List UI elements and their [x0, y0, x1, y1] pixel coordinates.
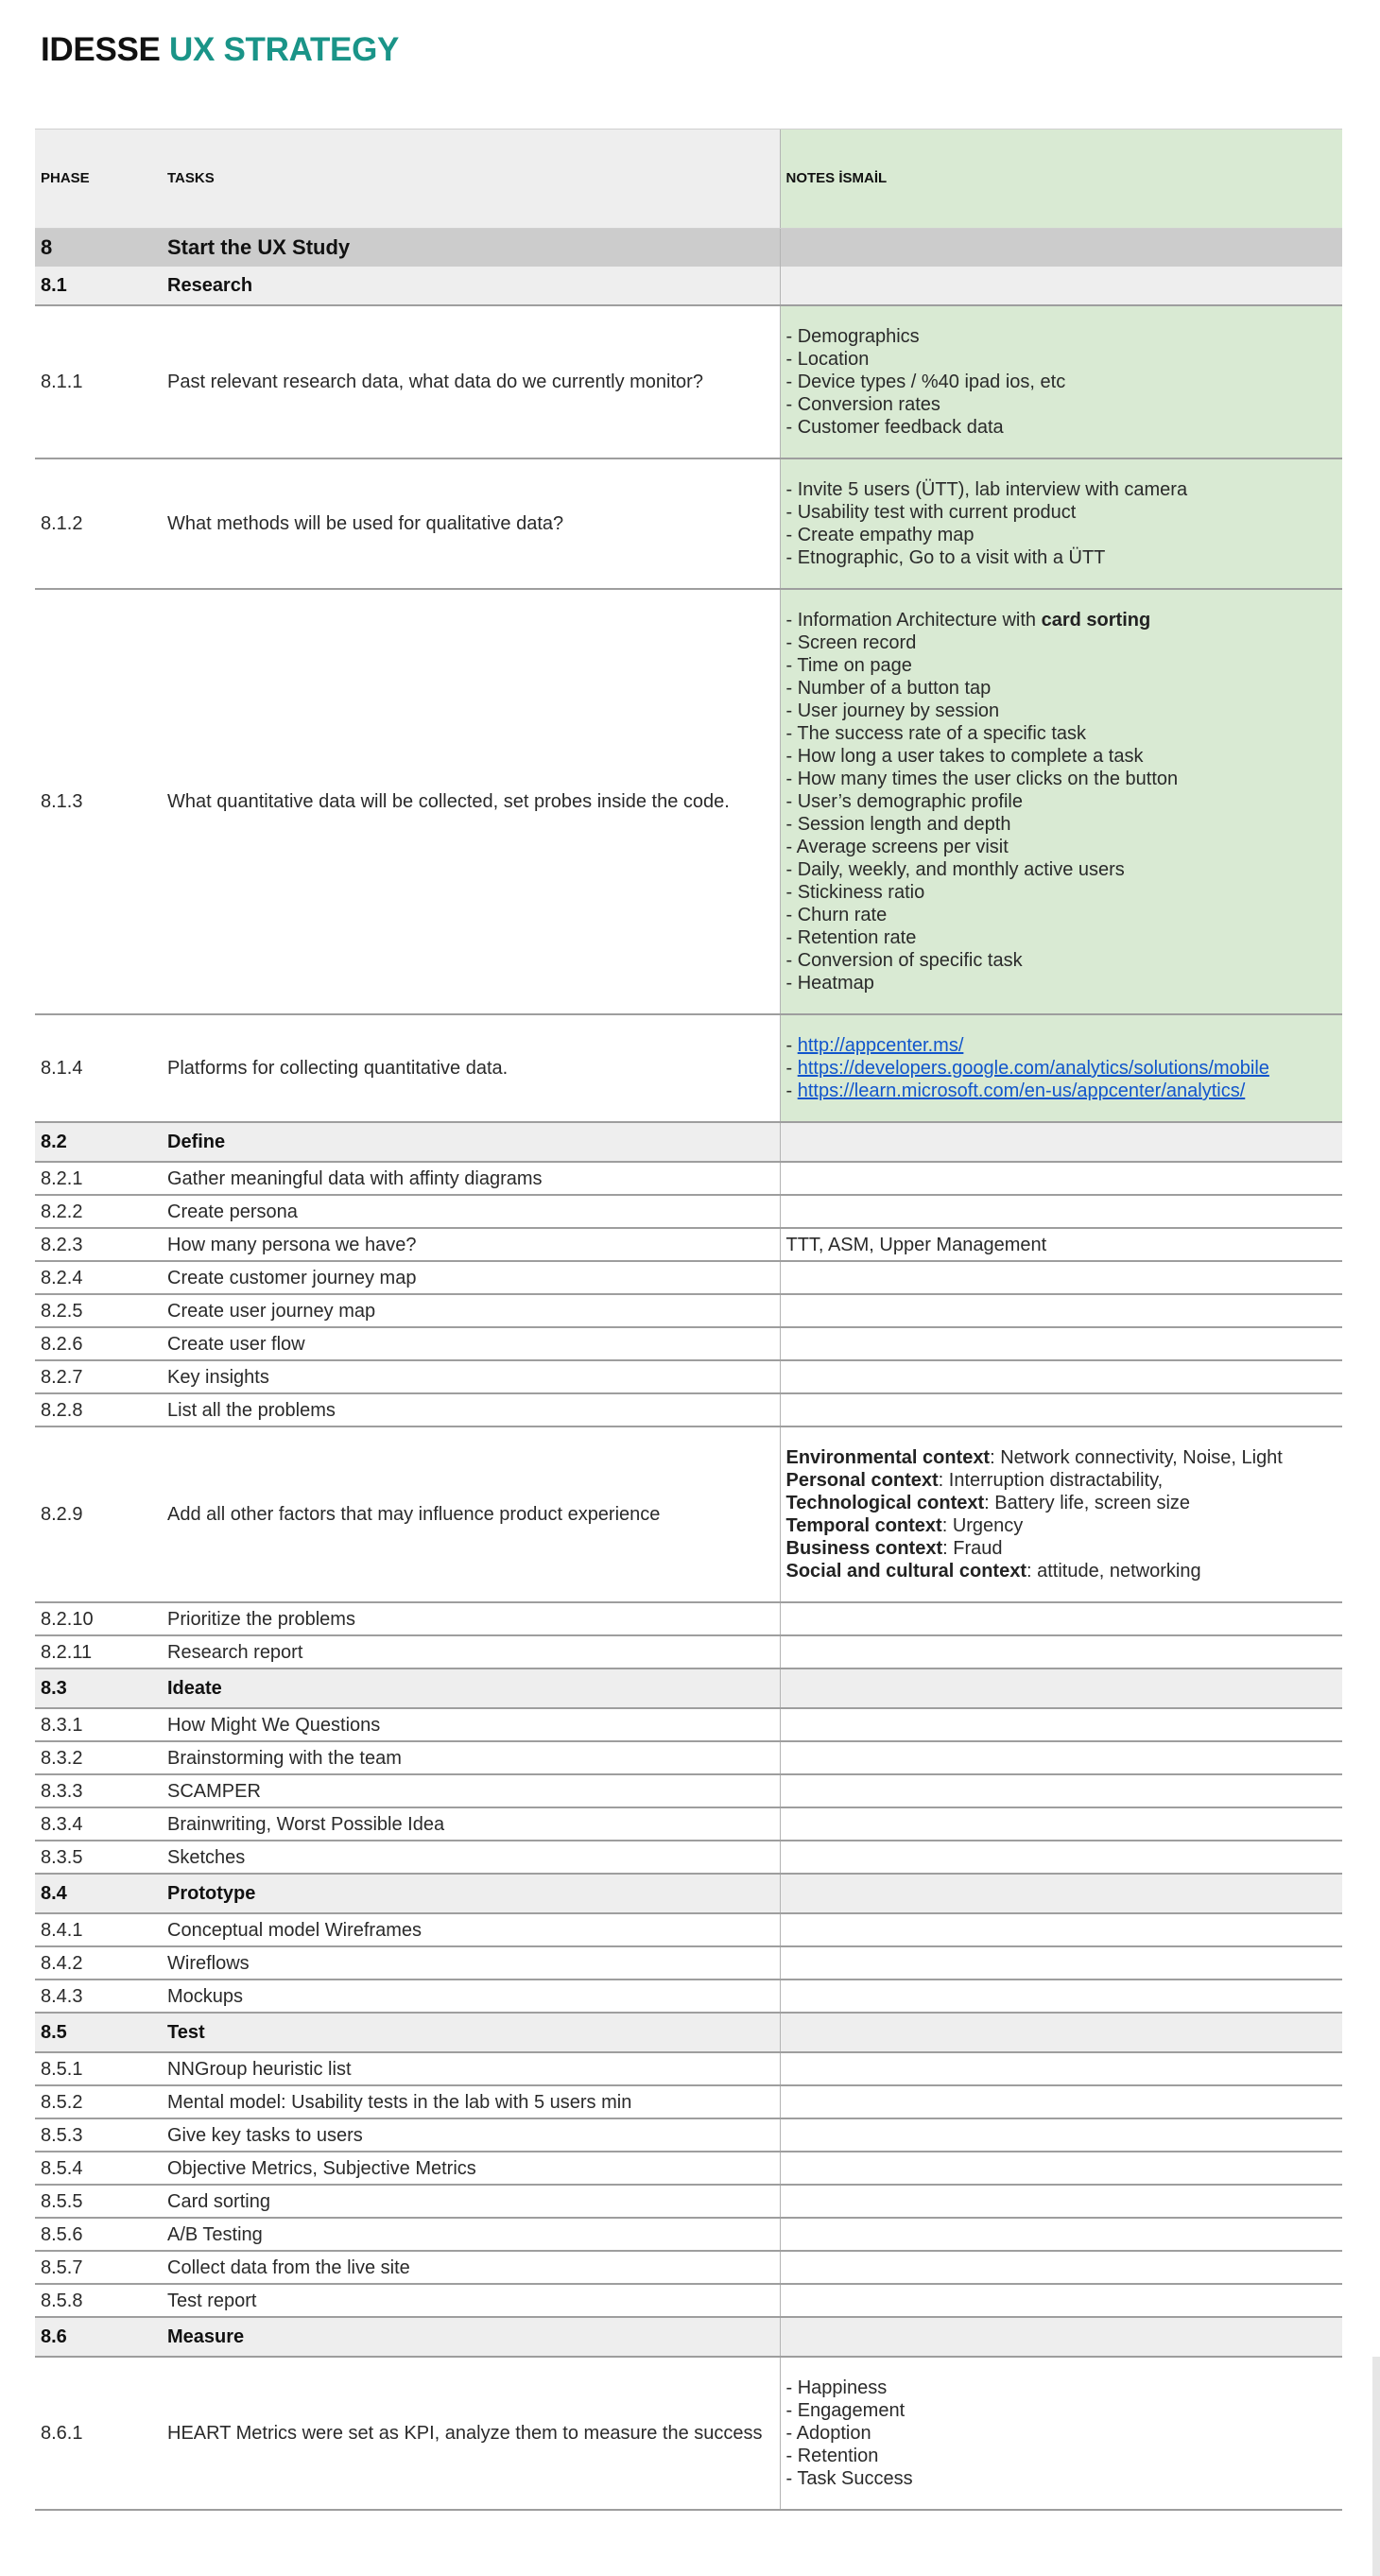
task-note[interactable] [780, 1195, 1342, 1228]
column-header-phase[interactable]: PHASE [35, 130, 162, 229]
note-bold: card sorting [1041, 610, 1151, 631]
task-text[interactable]: NNGroup heuristic list [162, 2052, 780, 2085]
task-note[interactable] [780, 2218, 1342, 2251]
section-note[interactable] [780, 267, 1342, 305]
header-row [35, 130, 1342, 229]
task-note[interactable] [780, 458, 1342, 589]
task-text[interactable]: HEART Metrics were set as KPI, analyze them to measure the success [162, 2357, 780, 2510]
link-appcenter[interactable]: http://appcenter.ms/ [797, 1035, 964, 1056]
task-row [35, 1774, 1342, 1807]
task-row [35, 458, 1342, 589]
section-id[interactable]: 8.4 [35, 1874, 162, 1913]
link-microsoft-analytics[interactable]: https://learn.microsoft.com/en-us/appcenter/analytics/ [797, 1081, 1246, 1101]
dash: - [785, 1035, 798, 1056]
task-id[interactable]: 8.3.2 [35, 1741, 162, 1774]
task-text[interactable]: Mental model: Usability tests in the lab with 5 users min [162, 2085, 780, 2118]
task-row [35, 1980, 1342, 2013]
task-row [35, 2251, 1342, 2284]
task-text[interactable]: Sketches [162, 1841, 780, 1874]
task-id[interactable]: 8.3.4 [35, 1807, 162, 1841]
task-note[interactable] [780, 1807, 1342, 1841]
task-id[interactable]: 8.5.4 [35, 2152, 162, 2185]
task-text[interactable]: Collect data from the live site [162, 2251, 780, 2284]
task-note[interactable] [780, 2185, 1342, 2218]
task-note[interactable] [780, 1261, 1342, 1294]
strategy-sheet [35, 129, 1342, 2511]
context-text: : Urgency [941, 1515, 1024, 1536]
task-id[interactable]: 8.4.2 [35, 1946, 162, 1980]
task-row [35, 2118, 1342, 2152]
task-row [35, 1635, 1342, 1668]
task-text[interactable]: Create customer journey map [162, 1261, 780, 1294]
title-brand: IDESSE [41, 31, 161, 68]
context-text: : Interruption distractability, [938, 1470, 1164, 1491]
scrollbar-edge[interactable] [1372, 2357, 1380, 2576]
note-line: - Happiness [785, 2377, 888, 2398]
task-text[interactable]: How Might We Questions [162, 1708, 780, 1741]
task-row [35, 1261, 1342, 1294]
task-id[interactable]: 8.2.4 [35, 1261, 162, 1294]
section-name[interactable]: Measure [162, 2317, 780, 2357]
task-id[interactable]: 8.3.3 [35, 1774, 162, 1807]
task-note[interactable] [780, 2284, 1342, 2317]
task-note[interactable] [780, 2152, 1342, 2185]
context-label: Personal context [785, 1470, 939, 1491]
task-row [35, 589, 1342, 1014]
task-text[interactable]: Wireflows [162, 1946, 780, 1980]
note-line [786, 1057, 1343, 1080]
task-note[interactable] [780, 1162, 1342, 1195]
task-note[interactable] [780, 1774, 1342, 1807]
task-id[interactable]: 8.2.1 [35, 1162, 162, 1195]
task-id[interactable]: 8.2.11 [35, 1635, 162, 1668]
note-prefix: - Information Architecture with [785, 610, 1042, 631]
title-strategy: UX STRATEGY [169, 31, 400, 68]
context-line [786, 1469, 1343, 1492]
task-note[interactable] [780, 1913, 1342, 1946]
section-row [35, 267, 1342, 305]
context-line [786, 1446, 1343, 1469]
task-text[interactable]: Create persona [162, 1195, 780, 1228]
dash: - [785, 1081, 798, 1101]
task-note[interactable] [780, 305, 1342, 458]
task-id[interactable]: 8.5.6 [35, 2218, 162, 2251]
section-id[interactable]: 8.1 [35, 267, 162, 305]
task-row [35, 1741, 1342, 1774]
task-text[interactable]: What quantitative data will be collected, set probes inside the code. [162, 589, 780, 1014]
task-row [35, 2185, 1342, 2218]
context-line [786, 1560, 1343, 1582]
note-line: - Time on page [785, 655, 912, 676]
section-name[interactable]: Research [162, 267, 780, 305]
task-id[interactable]: 8.2.6 [35, 1327, 162, 1360]
note-line: - Average screens per visit [785, 837, 1009, 857]
section-id[interactable]: 8.6 [35, 2317, 162, 2357]
note-line: - Churn rate [785, 905, 888, 925]
section-note[interactable] [780, 1874, 1342, 1913]
task-text[interactable]: List all the problems [162, 1393, 780, 1426]
task-note[interactable] [780, 1602, 1342, 1635]
task-row [35, 1327, 1342, 1360]
section-note[interactable] [780, 1122, 1342, 1162]
task-row [35, 1195, 1342, 1228]
task-text[interactable]: Card sorting [162, 2185, 780, 2218]
task-text[interactable]: How many persona we have? [162, 1228, 780, 1261]
task-id[interactable]: 8.1.1 [35, 305, 162, 458]
note-line: - Customer feedback data [785, 417, 1004, 438]
note-line: - Screen record [785, 632, 917, 653]
note-line: - Heatmap [785, 973, 874, 994]
task-note[interactable] [780, 1635, 1342, 1668]
task-row [35, 1426, 1342, 1602]
task-text[interactable]: Give key tasks to users [162, 2118, 780, 2152]
task-id[interactable]: 8.5.2 [35, 2085, 162, 2118]
task-text[interactable]: Brainwriting, Worst Possible Idea [162, 1807, 780, 1841]
task-note[interactable] [780, 1294, 1342, 1327]
context-text: : Battery life, screen size [984, 1493, 1191, 1513]
task-id[interactable]: 8.2.8 [35, 1393, 162, 1426]
section-row [35, 1874, 1342, 1913]
task-note[interactable] [780, 1014, 1342, 1122]
task-text[interactable]: Platforms for collecting quantitative data. [162, 1014, 780, 1122]
task-note[interactable] [780, 589, 1342, 1014]
task-row [35, 1393, 1342, 1426]
task-id[interactable]: 8.2.9 [35, 1426, 162, 1602]
task-row [35, 1946, 1342, 1980]
task-note[interactable] [780, 2357, 1342, 2510]
section-id[interactable]: 8.2 [35, 1122, 162, 1162]
task-text[interactable]: SCAMPER [162, 1774, 780, 1807]
task-row [35, 1913, 1342, 1946]
context-text: : Network connectivity, Noise, Light [990, 1447, 1283, 1468]
task-text[interactable]: Gather meaningful data with affinty diagrams [162, 1162, 780, 1195]
page-title [41, 30, 399, 70]
note-line: - Retention [785, 2446, 879, 2466]
note-line: - Etnographic, Go to a visit with a ÜTT [785, 547, 1106, 568]
task-row [35, 2218, 1342, 2251]
task-note[interactable] [780, 1841, 1342, 1874]
task-id[interactable]: 8.5.5 [35, 2185, 162, 2218]
section-row [35, 1668, 1342, 1708]
task-text[interactable]: Past relevant research data, what data do we currently monitor? [162, 305, 780, 458]
task-text[interactable]: Add all other factors that may influence product experience [162, 1426, 780, 1602]
task-row [35, 2284, 1342, 2317]
section-name[interactable]: Define [162, 1122, 780, 1162]
task-note[interactable] [780, 1980, 1342, 2013]
task-note[interactable] [780, 1946, 1342, 1980]
task-text[interactable]: Objective Metrics, Subjective Metrics [162, 2152, 780, 2185]
note-line: - Location [785, 349, 870, 370]
context-line [786, 1492, 1343, 1514]
task-row [35, 1228, 1342, 1261]
task-row [35, 1708, 1342, 1741]
note-line [786, 609, 1343, 631]
note-line [786, 1080, 1343, 1102]
task-text[interactable]: Research report [162, 1635, 780, 1668]
task-note[interactable]: TTT, ASM, Upper Management [780, 1228, 1342, 1261]
phase-row [35, 229, 1342, 268]
task-note[interactable] [780, 2118, 1342, 2152]
task-text[interactable]: Brainstorming with the team [162, 1741, 780, 1774]
task-text[interactable]: Conceptual model Wireframes [162, 1913, 780, 1946]
context-label: Social and cultural context [785, 1561, 1027, 1582]
note-line: - Create empathy map [785, 525, 975, 545]
note-line [786, 1034, 1343, 1057]
task-row [35, 1841, 1342, 1874]
section-id[interactable]: 8.3 [35, 1668, 162, 1708]
note-line: - Conversion of specific task [785, 950, 1023, 971]
section-name[interactable]: Test [162, 2013, 780, 2052]
note-line: - Conversion rates [785, 394, 940, 415]
note-line: - Device types / %40 ipad ios, etc [785, 372, 1066, 392]
phase-note[interactable] [780, 229, 1342, 268]
task-note[interactable] [780, 1393, 1342, 1426]
task-text[interactable]: Key insights [162, 1360, 780, 1393]
task-text[interactable]: A/B Testing [162, 2218, 780, 2251]
task-row [35, 1294, 1342, 1327]
task-id[interactable]: 8.3.5 [35, 1841, 162, 1874]
task-row [35, 1162, 1342, 1195]
task-id[interactable]: 8.1.4 [35, 1014, 162, 1122]
task-text[interactable]: Prioritize the problems [162, 1602, 780, 1635]
section-name[interactable]: Ideate [162, 1668, 780, 1708]
task-row [35, 2357, 1342, 2510]
task-row [35, 2052, 1342, 2085]
note-line: - Retention rate [785, 927, 917, 948]
link-google-analytics[interactable]: https://developers.google.com/analytics/solutions/mobile [797, 1058, 1269, 1079]
note-line: - Engagement [785, 2400, 906, 2421]
task-id[interactable]: 8.2.10 [35, 1602, 162, 1635]
phase-name[interactable]: Start the UX Study [162, 229, 780, 268]
context-text: : attitude, networking [1026, 1561, 1201, 1582]
task-note[interactable] [780, 1708, 1342, 1741]
note-line: - The success rate of a specific task [785, 723, 1087, 744]
section-row [35, 1122, 1342, 1162]
context-line [786, 1514, 1343, 1537]
task-id[interactable]: 8.3.1 [35, 1708, 162, 1741]
task-note[interactable] [780, 2052, 1342, 2085]
phase-id[interactable]: 8 [35, 229, 162, 268]
note-line: - Usability test with current product [785, 502, 1077, 523]
section-name[interactable]: Prototype [162, 1874, 780, 1913]
note-line: - Session length and depth [785, 814, 1011, 835]
task-id[interactable]: 8.5.3 [35, 2118, 162, 2152]
task-id[interactable]: 8.4.3 [35, 1980, 162, 2013]
dash: - [785, 1058, 798, 1079]
note-line: - User journey by session [785, 700, 1000, 721]
task-row [35, 1360, 1342, 1393]
task-note[interactable] [780, 2251, 1342, 2284]
task-note[interactable] [780, 1426, 1342, 1602]
note-line: - Daily, weekly, and monthly active users [785, 859, 1125, 880]
context-text: : Fraud [942, 1538, 1003, 1559]
task-id[interactable]: 8.2.2 [35, 1195, 162, 1228]
column-header-notes[interactable]: NOTES İSMAİL [780, 130, 1342, 229]
section-row [35, 2013, 1342, 2052]
task-text[interactable]: Test report [162, 2284, 780, 2317]
context-label: Business context [785, 1538, 943, 1559]
task-text[interactable]: Mockups [162, 1980, 780, 2013]
task-note[interactable] [780, 1327, 1342, 1360]
task-text[interactable]: Create user flow [162, 1327, 780, 1360]
task-text[interactable]: Create user journey map [162, 1294, 780, 1327]
note-line: - Adoption [785, 2423, 871, 2444]
task-id[interactable]: 8.6.1 [35, 2357, 162, 2510]
section-note[interactable] [780, 2013, 1342, 2052]
note-line: - How many times the user clicks on the button [785, 769, 1179, 789]
note-line: - How long a user takes to complete a task [785, 746, 1144, 767]
task-id[interactable]: 8.5.1 [35, 2052, 162, 2085]
note-line: - Number of a button tap [785, 678, 992, 699]
context-label: Technological context [785, 1493, 985, 1513]
section-note[interactable] [780, 2317, 1342, 2357]
note-line: - Stickiness ratio [785, 882, 925, 903]
task-id[interactable]: 8.1.2 [35, 458, 162, 589]
note-line: - Task Success [785, 2468, 913, 2489]
note-line: - Demographics [785, 326, 920, 347]
task-row [35, 1602, 1342, 1635]
note-line: - Invite 5 users (ÜTT), lab interview with camera [785, 479, 1188, 500]
task-row [35, 1014, 1342, 1122]
task-text[interactable]: What methods will be used for qualitative data? [162, 458, 780, 589]
context-label: Environmental context [785, 1447, 991, 1468]
task-id[interactable]: 8.1.3 [35, 589, 162, 1014]
task-id[interactable]: 8.4.1 [35, 1913, 162, 1946]
task-id[interactable]: 8.2.7 [35, 1360, 162, 1393]
context-label: Temporal context [785, 1515, 942, 1536]
task-id[interactable]: 8.5.7 [35, 2251, 162, 2284]
section-note[interactable] [780, 1668, 1342, 1708]
section-id[interactable]: 8.5 [35, 2013, 162, 2052]
column-header-tasks[interactable]: TASKS [162, 130, 780, 229]
section-row [35, 2317, 1342, 2357]
task-id[interactable]: 8.2.3 [35, 1228, 162, 1261]
task-row [35, 305, 1342, 458]
task-note[interactable] [780, 1360, 1342, 1393]
task-note[interactable] [780, 2085, 1342, 2118]
task-row [35, 1807, 1342, 1841]
strategy-table [35, 129, 1342, 2511]
task-note[interactable] [780, 1741, 1342, 1774]
task-row [35, 2152, 1342, 2185]
task-id[interactable]: 8.2.5 [35, 1294, 162, 1327]
note-line: - User’s demographic profile [785, 791, 1023, 812]
context-line [786, 1537, 1343, 1560]
task-id[interactable]: 8.5.8 [35, 2284, 162, 2317]
task-row [35, 2085, 1342, 2118]
